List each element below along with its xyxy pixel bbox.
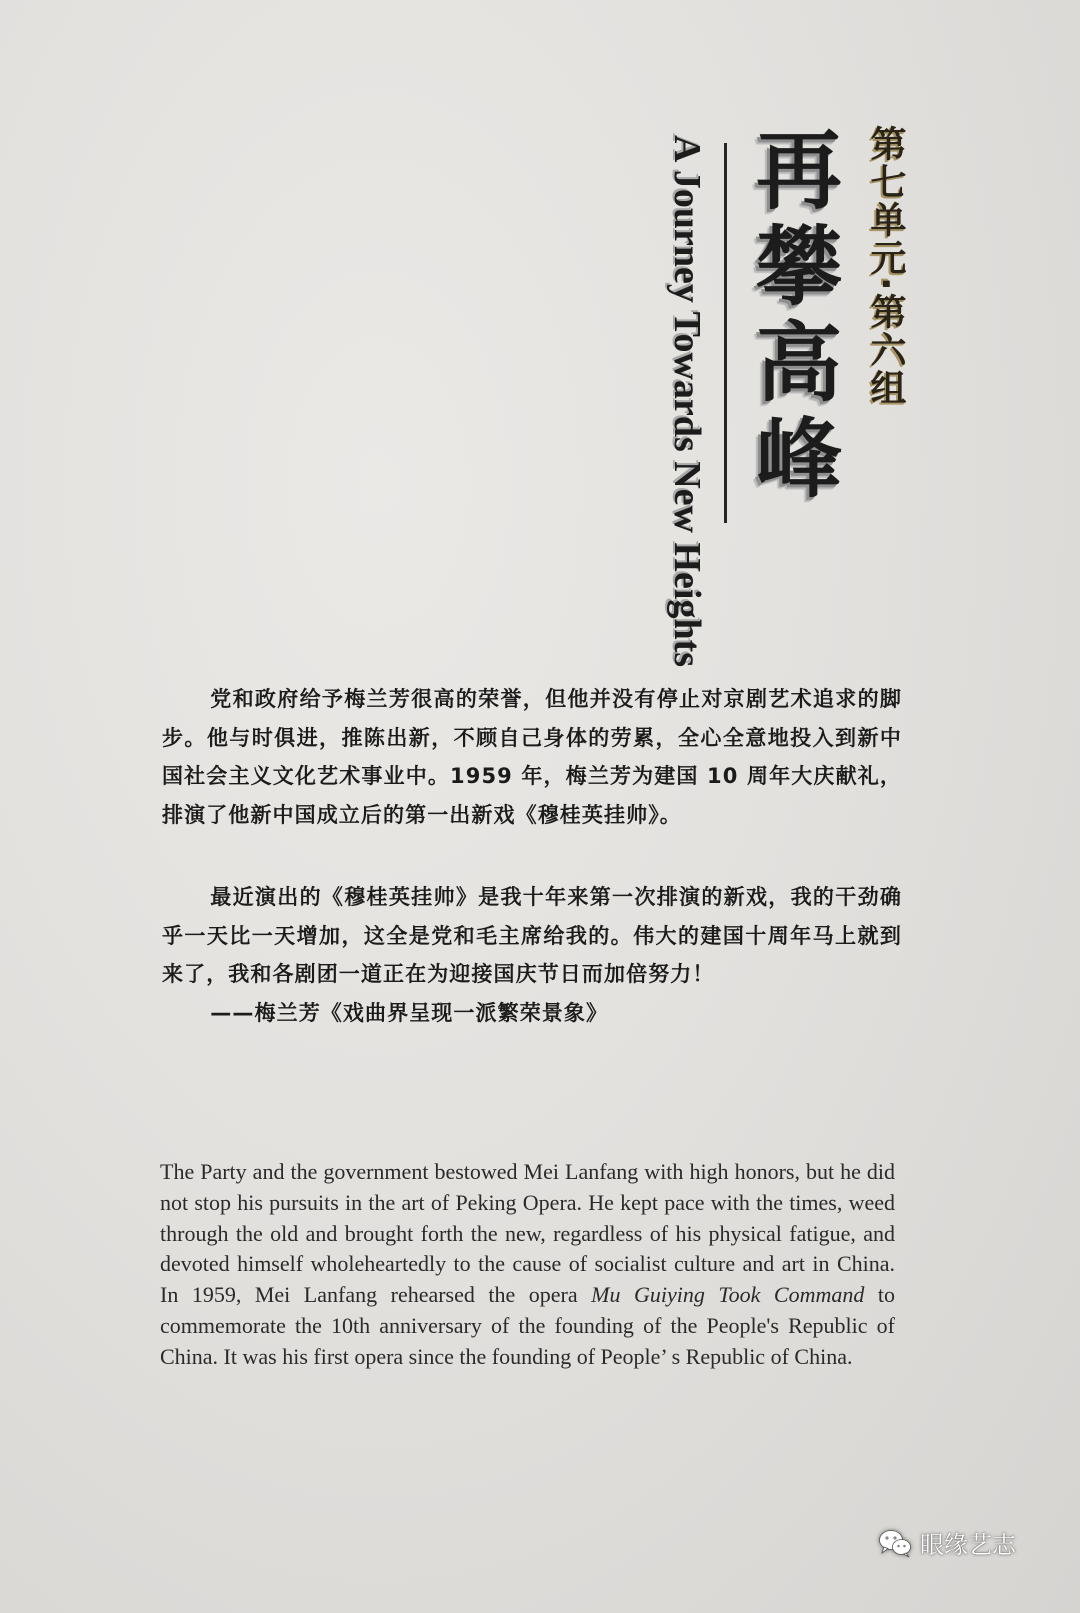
opera-title: Mu Guiying Took Command [591,1282,865,1308]
english-paragraph-part2: to commemorate the 10th anniversary of the founding of the People's Republic of China. It was his first opera since the founding of People’ s Republic of China. [160,1282,895,1369]
english-text-section [160,1157,895,1373]
chinese-quote: 最近演出的《穆桂英挂帅》是我十年来第一次排演的新戏，我的干劲确乎一天比一天增加，这全是党和毛主席给我的。伟大的建国十周年马上就到来了，我和各剧团一道正在为迎接国庆节日而加倍努力！ [162,885,902,986]
watermark-text: 眼缘艺志 [920,1531,1016,1559]
chinese-text-section [162,680,902,1032]
english-paragraph-part1: The Party and the government bestowed Mei Lanfang with high honors, but he did not stop his pursuits in the art of Peking Opera. He kept pace with the times, weed through the old and brought forth the new, regardless of his physical fatigue, and devoted himself wholeheartedly to the cause of socialist culture and art in China. In 1959, Mei Lanfang rehearsed the opera [160,1159,895,1308]
english-title: A Journey Towards New Heights [666,135,708,668]
english-paragraph [160,1157,895,1373]
wechat-icon [878,1528,912,1558]
title-block [620,125,920,668]
watermark [878,1525,1016,1560]
chinese-paragraph: 党和政府给予梅兰芳很高的荣誉，但他并没有停止对京剧艺术追求的脚步。他与时俱进，推陈出新，不顾自己身体的劳累，全心全意地投入到新中国社会主义文化艺术事业中。1959 年，梅兰芳为建国 10 周年大庆献礼，排演了他新中国成立后的第一出新戏《穆桂英挂帅》。 [162,687,902,827]
main-title: 再攀高峰 [741,125,841,509]
unit-label: 第七单元·第六组 [865,125,906,407]
title-divider [724,143,727,523]
quote-attribution: ——梅兰芳《戏曲界呈现一派繁荣景象》 [210,1000,609,1025]
